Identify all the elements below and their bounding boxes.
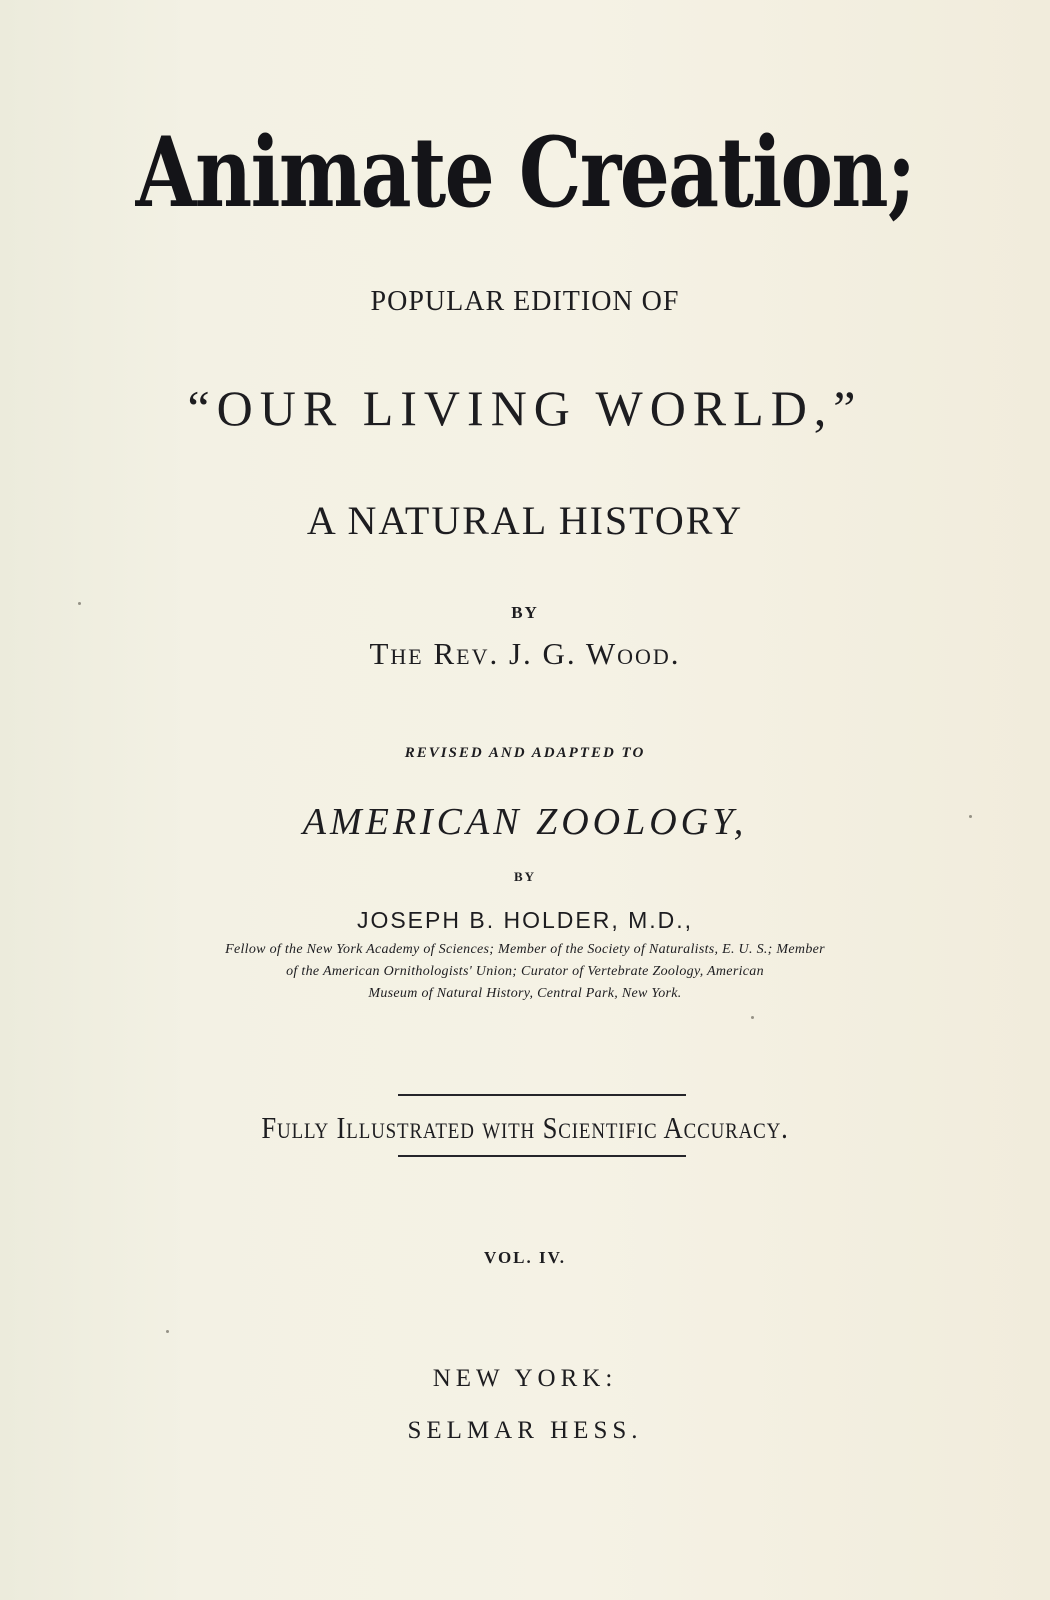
bottom-divider-rule [398,1155,686,1157]
book-title: Animate Creation; [135,116,915,229]
by-label-author: BY [511,603,539,622]
illustration-note: Fully Illustrated with Scientific Accuracy. [261,1110,789,1145]
editor-credentials-line-2: of the American Ornithologists' Union; Curator of Vertebrate Zoology, American [286,964,764,979]
editor-credentials-line-1: Fellow of the New York Academy of Sciences; Member of the Society of Naturalists, E. U. S.; Member [225,942,825,957]
volume-label: VOL. IV. [484,1248,566,1267]
paper-speck [969,815,972,818]
imprint-city: NEW YORK: [432,1365,618,1392]
editor-name: JOSEPH B. HOLDER, M.D., [356,907,694,933]
paper-speck [78,602,81,605]
author-name: The Rev. J. G. Wood. [369,636,681,671]
popular-edition-line: POPULAR EDITION OF [370,286,680,317]
adaptation-title: AMERICAN ZOOLOGY, [302,801,748,843]
series-title: “OUR LIVING WORLD,” [187,380,863,436]
editor-credentials-line-3: Museum of Natural History, Central Park, New York. [368,986,682,1001]
publisher-name: SELMAR HESS. [407,1417,643,1444]
paper-speck [166,1330,169,1333]
top-divider-rule [398,1094,686,1096]
subtitle: A NATURAL HISTORY [306,498,744,543]
by-label-editor: BY [513,869,537,884]
revised-line: REVISED AND ADAPTED TO [404,745,646,761]
paper-speck [751,1016,754,1019]
